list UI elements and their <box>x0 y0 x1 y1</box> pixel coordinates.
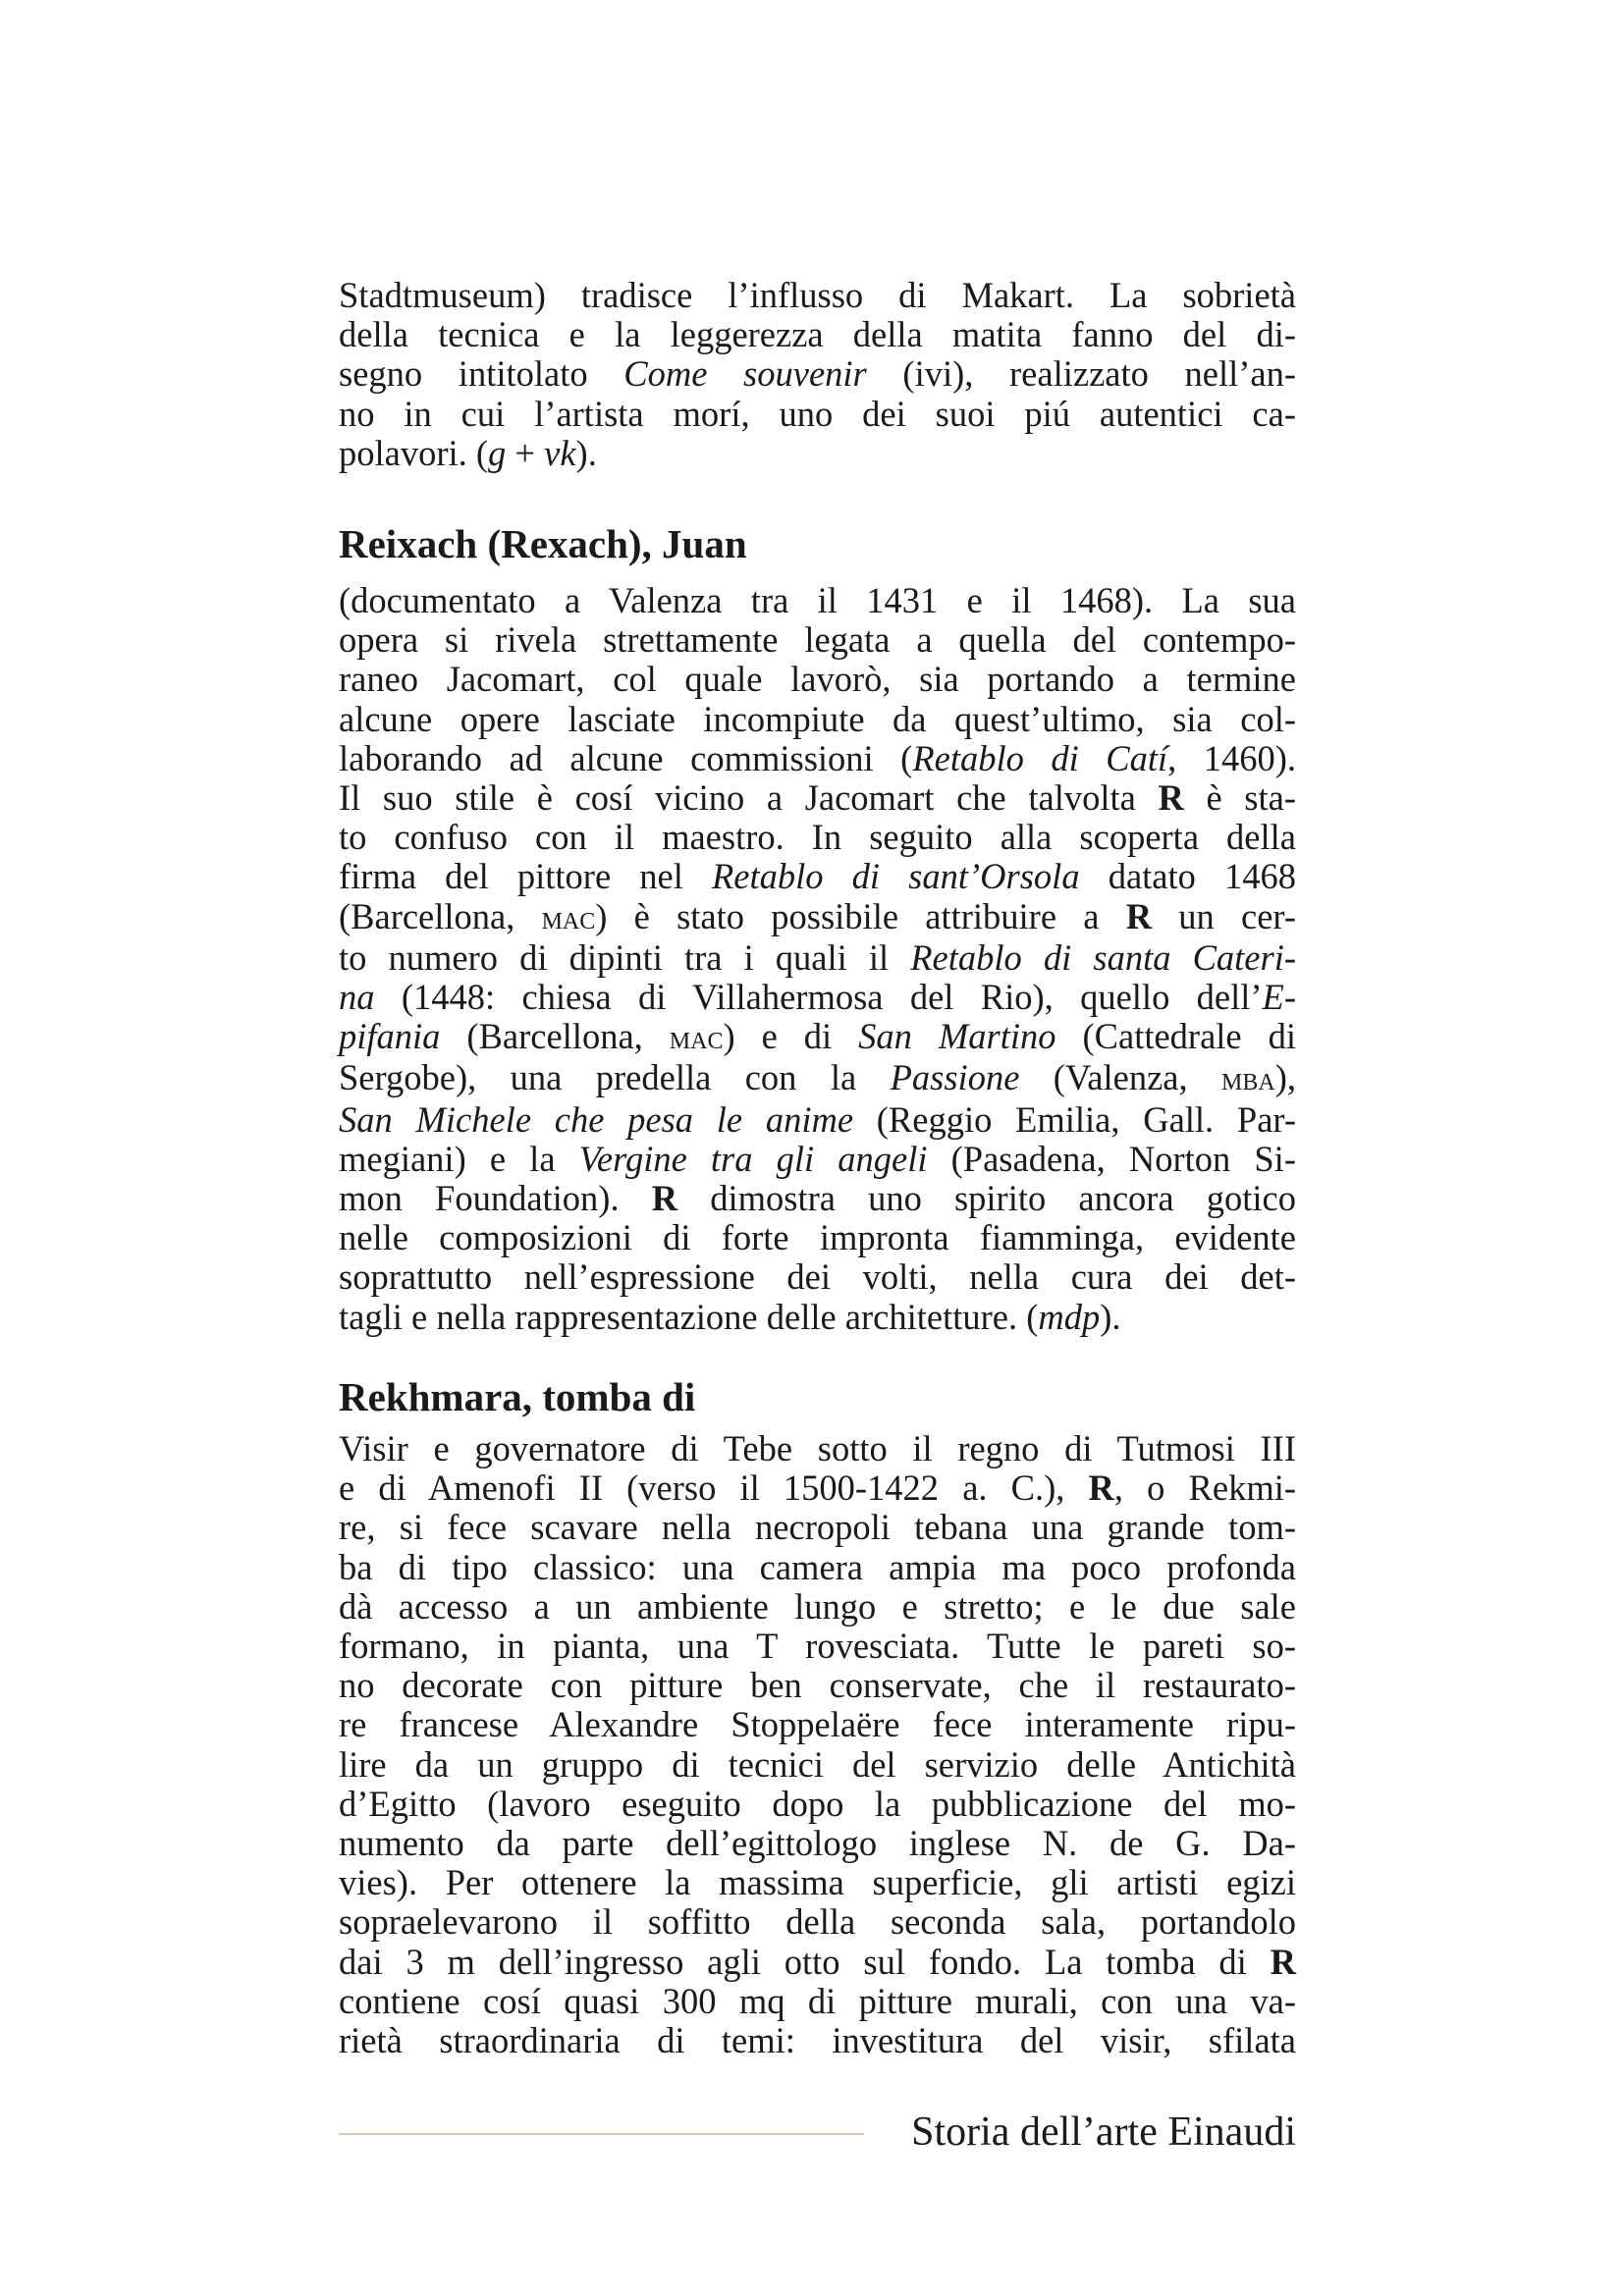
text-line: no decorate con pitture ben conservate, che il restaurato- <box>339 1665 1296 1706</box>
text-line: firma del pittore nel Retablo di sant’Orsola datato 1468 <box>339 856 1297 897</box>
text-line: contiene cosí quasi 300 mq di pitture murali, con una va- <box>339 1980 1296 2021</box>
text-line: soprattutto nell’espressione dei volti, nella cura dei det- <box>339 1256 1296 1298</box>
text-line: Il suo stile è cosí vicino a Jacomart che talvolta R è sta- <box>339 777 1296 819</box>
entry-text <box>339 1429 1296 2060</box>
entry-text <box>339 581 1296 1337</box>
text-line: to numero di dipinti tra i quali il Retablo di santa Cateri- <box>339 936 1297 978</box>
entry-heading: Reixach (Rexach), Juan <box>339 521 747 566</box>
text-line: alcune opere lasciate incompiute da quest’ultimo, sia col- <box>339 698 1296 739</box>
text-line: tagli e nella rappresentazione delle architetture. (mdp). <box>339 1296 1121 1337</box>
text-line: lire da un gruppo di tecnici del servizio delle Antichità <box>339 1743 1296 1785</box>
text-line: Visir e governatore di Tebe sotto il regno di Tutmosi III <box>339 1428 1296 1468</box>
text-line: pifania (Barcellona, mac) e di San Martino (Cattedrale di <box>339 1016 1296 1057</box>
entry-rekhmara <box>339 1373 1296 1420</box>
text-line: Sergobe), una predella con la Passione (Valenza, mba), <box>339 1057 1296 1098</box>
entry-reixach <box>339 520 1296 567</box>
entry-heading: Rekhmara, tomba di <box>339 1374 696 1419</box>
text-line: (Barcellona, mac) è stato possibile attribuire a R un cer- <box>339 895 1296 936</box>
text-line: vies). Per ottenere la massima superficie, gli artisti egizi <box>339 1862 1296 1903</box>
text-line: laborando ad alcune commissioni (Retablo di Catí, 1460). <box>339 737 1297 778</box>
entry-rekhmara-body <box>339 1429 1296 2060</box>
footer-title: Storia dell’arte Einaudi <box>911 2109 1296 2155</box>
continuation-paragraph <box>339 276 1296 473</box>
text-line: rietà straordinaria di temi: investitura del visir, sfilata <box>339 2020 1296 2061</box>
text-line: to confuso con il maestro. In seguito alla scoperta della <box>339 817 1296 858</box>
text-line: raneo Jacomart, col quale lavorò, sia portando a termine <box>339 659 1296 700</box>
text-line: e di Amenofi II (verso il 1500-1422 a. C.), R, o Rekmi- <box>339 1468 1297 1509</box>
text-line: della tecnica e la leggerezza della matita fanno del di- <box>339 314 1296 355</box>
footer-rule <box>339 2133 864 2135</box>
text-line: dà accesso a un ambiente lungo e stretto; e le due sale <box>339 1585 1296 1627</box>
text-line: no in cui l’artista morí, uno dei suoi piú autentici ca- <box>339 393 1296 434</box>
text-line: sopraelevarono il soffitto della seconda sala, portandolo <box>339 1901 1296 1943</box>
text-line: d’Egitto (lavoro eseguito dopo la pubblicazione del mo- <box>339 1783 1296 1824</box>
text-line: ba di tipo classico: una camera ampia ma poco profonda <box>339 1546 1296 1587</box>
text-line: polavori. (g + vk). <box>339 432 597 473</box>
text-line: dai 3 m dell’ingresso agli otto sul fondo. La tomba di R <box>339 1941 1296 1982</box>
text-line: re francese Alexandre Stoppelaëre fece interamente ripu- <box>339 1704 1296 1745</box>
text-line: San Michele che pesa le anime (Reggio Emilia, Gall. Par- <box>339 1098 1296 1140</box>
text-line: na (1448: chiesa di Villahermosa del Rio), quello dell’E- <box>339 977 1296 1018</box>
text-line: formano, in pianta, una T rovesciata. Tutte le pareti so- <box>339 1626 1296 1667</box>
text-line: nelle composizioni di forte impronta fiamminga, evidente <box>339 1217 1296 1258</box>
text-line: (documentato a Valenza tra il 1431 e il 1468). La sua <box>339 580 1296 620</box>
text-line: opera si rivela strettamente legata a quella del contempo- <box>339 619 1296 661</box>
text-line: mon Foundation). R dimostra uno spirito ancora gotico <box>339 1178 1296 1219</box>
text-line: numento da parte dell’egittologo inglese N. de G. Da- <box>339 1823 1296 1864</box>
text-line: Stadtmuseum) tradisce l’influsso di Makart. La sobrietà <box>339 275 1296 315</box>
text-line: segno intitolato Come souvenir (ivi), realizzato nell’an- <box>339 353 1296 395</box>
text-line: megiani) e la Vergine tra gli angeli (Pasadena, Norton Si- <box>339 1138 1296 1179</box>
entry-reixach-body <box>339 581 1296 1337</box>
text-line: re, si fece scavare nella necropoli tebana una grande tom- <box>339 1507 1296 1548</box>
paragraph-text <box>339 276 1296 473</box>
